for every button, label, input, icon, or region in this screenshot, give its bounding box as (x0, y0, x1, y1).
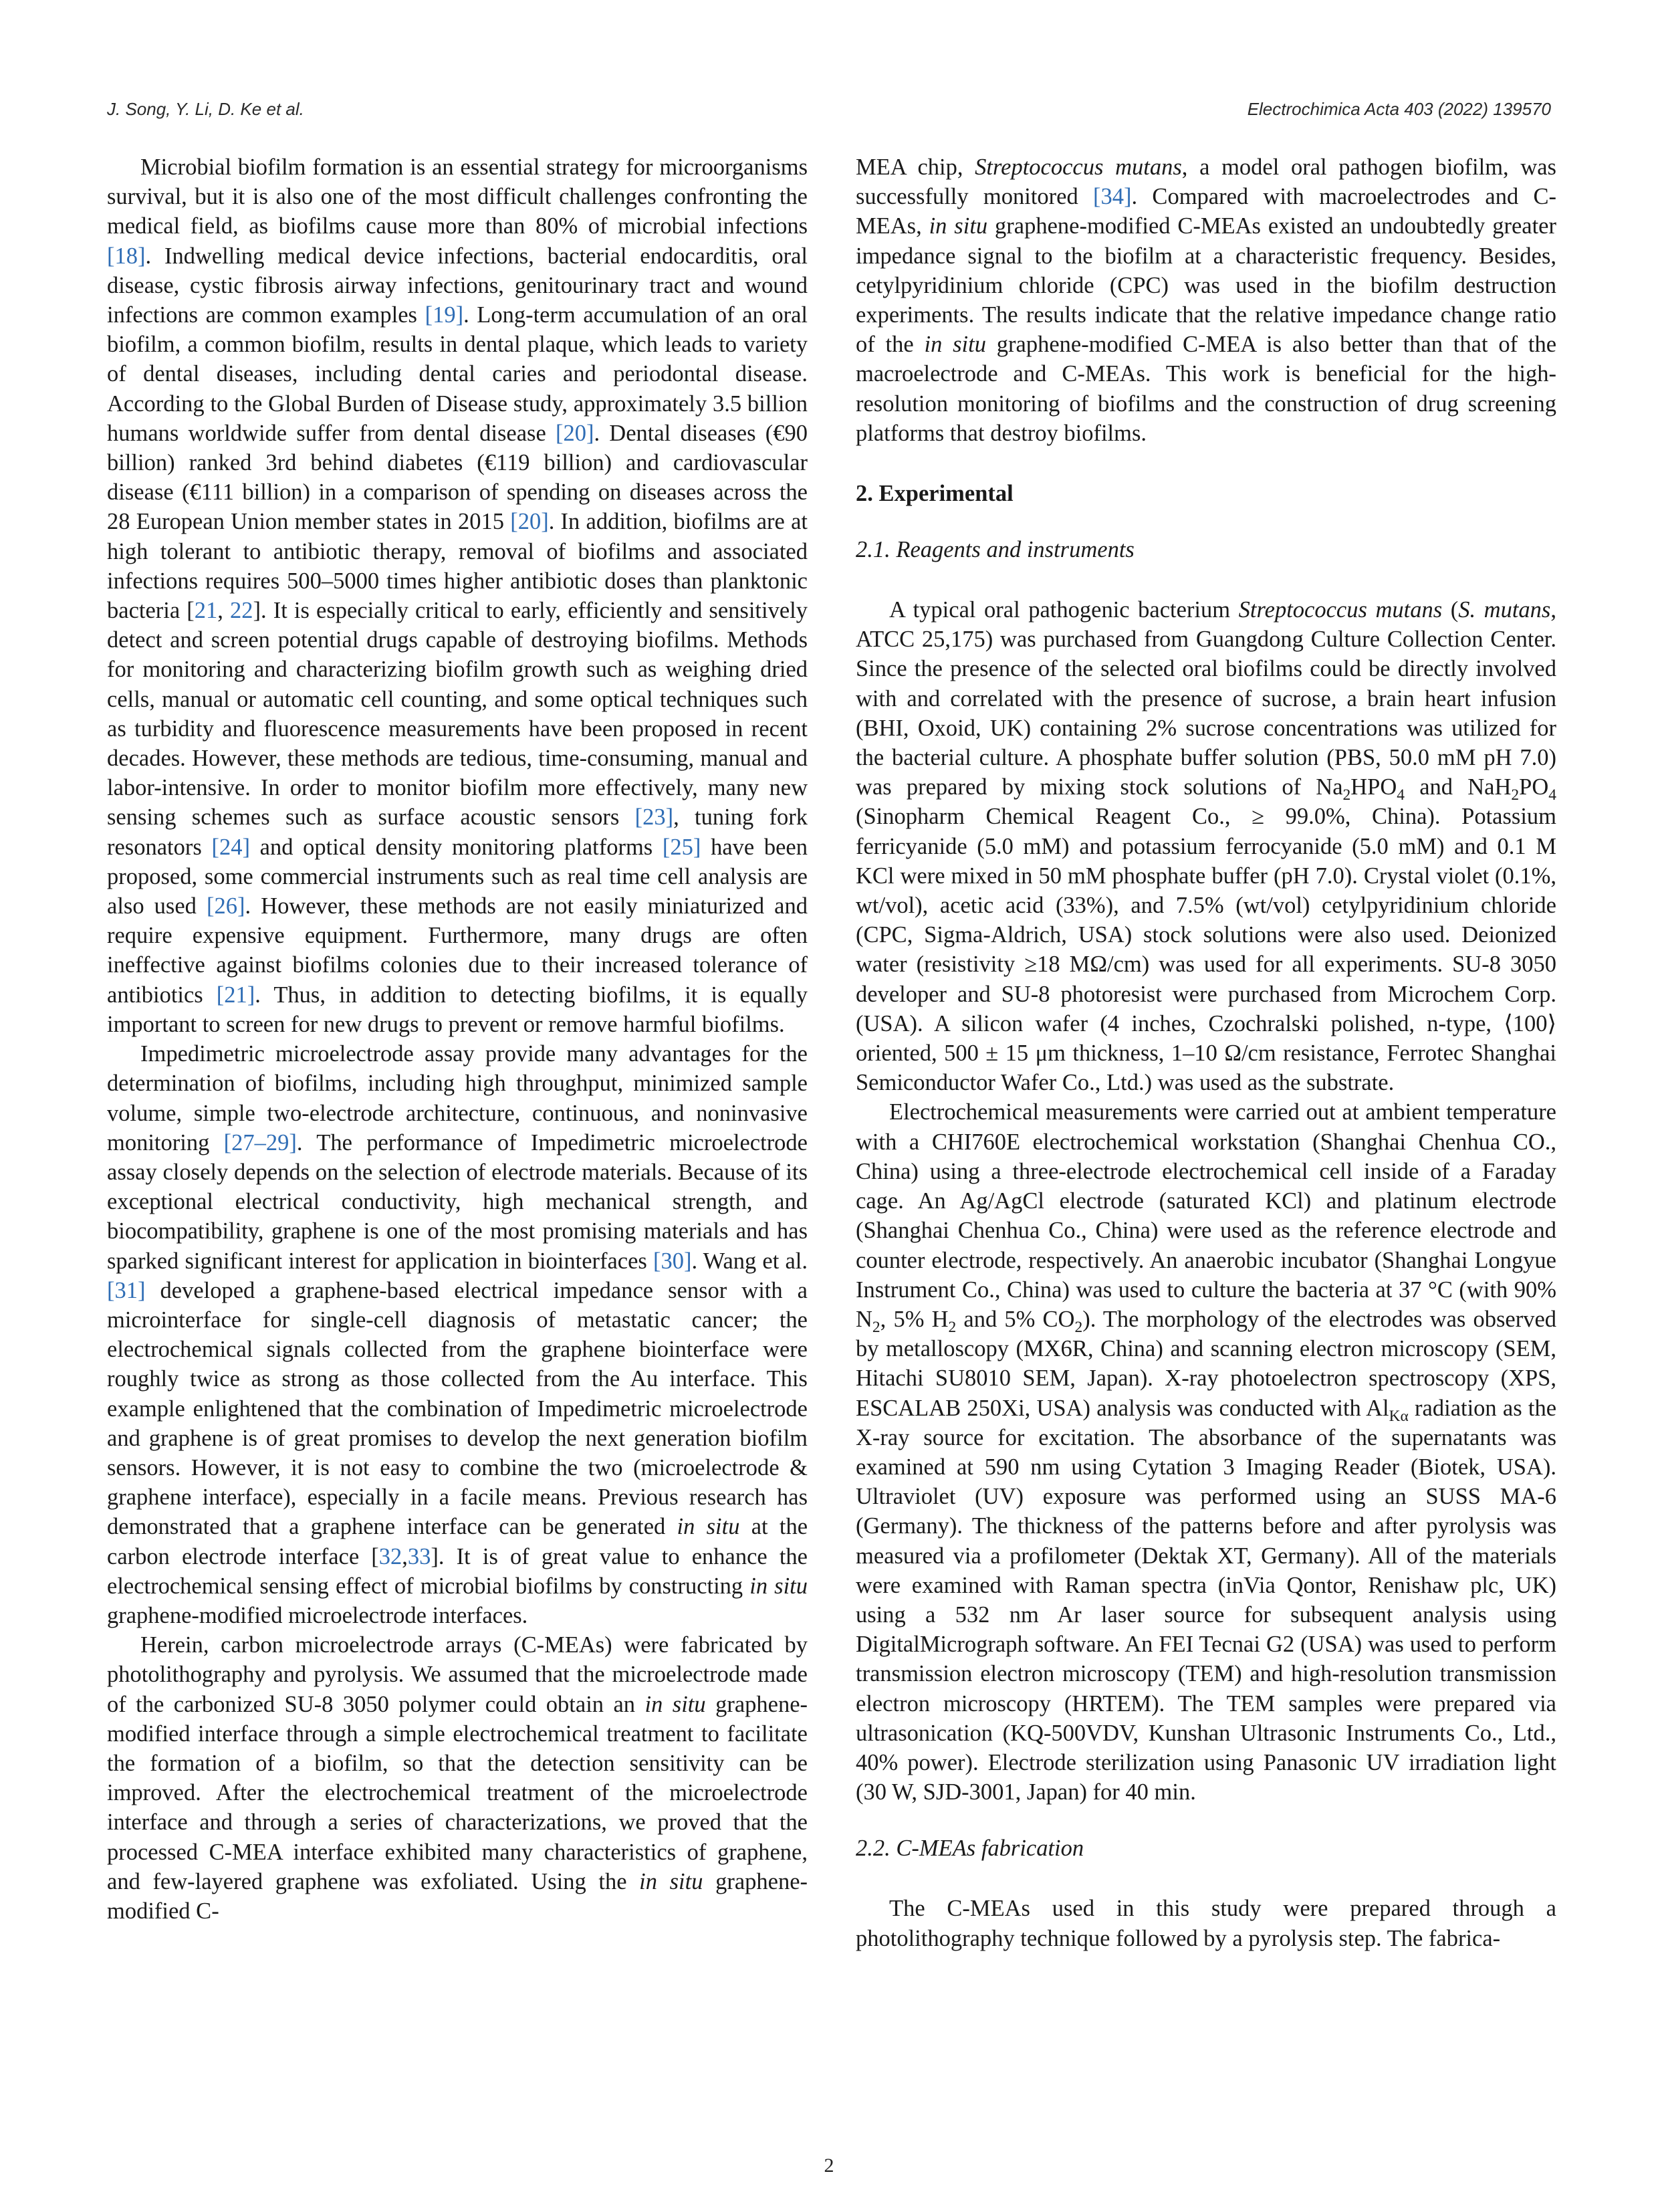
citation-link[interactable]: [20] (555, 420, 594, 446)
left-column (107, 152, 808, 1926)
citation-link[interactable]: 32 (378, 1543, 402, 1569)
citation-link[interactable]: 33 (407, 1543, 431, 1569)
paragraph-instruments: Electrochemical measurements were carried out at ambient temperature with a CHI760E electrochemical workstation (Shanghai Chenhua CO., China) using a three-electrode electrochemical cell inside of a Faraday cage. An Ag/AgCl electrode (saturated KCl) and platinum electrode (Shanghai Chenhua Co., China) were used as the reference electrode and counter electrode, respectively. An anaerobic incubator (Shanghai Longyue Instrument Co., China) was used to culture the bacteria at 37 °C (with 90% $N_2$, 5% $H_2$ and 5% $CO_2$). The morphology of the electrodes was observed by metalloscopy (MX6R, China) and scanning electron microscopy (SEM, Hitachi SU8010 SEM, Japan). X-ray photoelectron spectroscopy (XPS, ESCALAB 250Xi, USA) analysis was conducted with $Al_{K\alpha}$ radiation as the X-ray source for excitation. The absorbance of the supernatants was examined at 590 nm using Cytation 3 Imaging Reader (Biotek, USA). Ultraviolet (UV) exposure was performed using an SUSS MA-6 (Germany). The thickness of the patterns before and after pyrolysis was measured via a profilometer (Dektak XT, Germany). All of the materials were examined with Raman spectra (inVia Qontor, Renishaw plc, UK) using a 532 nm Ar laser source for subsequent analysis using DigitalMicrograph software. An FEI Tecnai G2 (USA) was used to perform transmission electron microscopy (TEM) and high-resolution transmission electron microscopy (HRTEM). The TEM samples were prepared via ultrasonication (KQ-500VDV, Kunshan Ultrasonic Instruments Co., Ltd., 40% power). Electrode sterilization using Panasonic UV irradiation light (30 W, SJD-3001, Japan) for 40 min. (856, 1099, 1557, 1805)
citation-link[interactable]: [27–29] (223, 1129, 297, 1155)
citation-link[interactable]: [20] (510, 509, 549, 535)
paragraph-herein: Herein, carbon microelectrode arrays (C-MEAs) were fabricated by photolithography and pyrolysis. We assumed that the microelectrode made of the carbonized SU-8 3050 polymer could obtain an in situ graphene-modified interface through a simple electrochemical treatment to facilitate the formation of a biofilm, so that the detection sensitivity can be improved. After the electrochemical treatment of the microelectrode interface and through a series of characterizations, we proved that the processed C-MEA interface exhibited many characteristics of graphene, and few-layered graphene was exfoliated. Using the in situ graphene-modified C- (107, 1632, 808, 1924)
paragraph-impedimetric-assay: Impedimetric microelectrode assay provide many advantages for the determination of biofilms, including high throughput, minimized sample volume, simple two-electrode architecture, continuous, and noninvasive monitoring [27–29]. The performance of Impedimetric microelectrode assay closely depends on the selection of electrode materials. Because of its exceptional electrical conductivity, high mechanical strength, and biocompatibility, graphene is one of the most promising materials and has sparked significant interest for application in biointerfaces [30]. Wang et al. [31] developed a graphene-based electrical impedance sensor with a microinterface for single-cell diagnosis of metastatic cancer; the electrochemical signals collected from the graphene biointerface were roughly twice as strong as those collected from the Au interface. This example enlightened that the combination of Impedimetric microelectrode and graphene is of great promises to develop the next generation biofilm sensors. However, it is not easy to combine the two (microelectrode & graphene interface), especially in a facile means. Previous research has demonstrated that a graphene interface can be generated in situ at the carbon electrode interface [32,33]. It is of great value to enhance the electrochemical sensing effect of microbial biofilms by constructing in situ graphene-modified microelectrode interfaces. (107, 1041, 808, 1628)
citation-link[interactable]: [21] (216, 982, 255, 1008)
paragraph-fabrication: The C-MEAs used in this study were prepared through a photolithography technique followed by a pyrolysis step. The fabrica- (856, 1896, 1556, 1951)
paragraph-reagents: A typical oral pathogenic bacterium Streptococcus mutans (S. mutans, ATCC 25,175) was purchased from Guangdong Culture Collection Center. Since the presence of the selected oral biofilms could be directly involved with and correlated with the presence of sucrose, a brain heart infusion (BHI, Oxoid, UK) containing 2% sucrose concentrations was utilized for the bacterial culture. A phosphate buffer solution (PBS, 50.0 mM pH 7.0) was prepared by mixing stock solutions of $Na_2HPO_4$ and $NaH_2PO_4$ (Sinopharm Chemical Reagent Co., ≥ 99.0%, China). Potassium ferricyanide (5.0 mM) and potassium ferrocyanide (5.0 mM) and 0.1 M KCl were mixed in 50 mM phosphate buffer (pH 7.0). Crystal violet (0.1%, wt/vol), acetic acid (33%), and 7.5% (wt/vol) cetylpyridinium chloride (CPC, Sigma-Aldrich, USA) stock solutions were also used. Deionized water (resistivity ≥18 MΩ/cm) was used for all experiments. SU-8 3050 developer and SU-8 photoresist were purchased from Microchem Corp. (USA). A silicon wafer (4 inches, Czochralski polished, n-type, ⟨100⟩ oriented, 500 ± 15 μm thickness, 1–10 Ω/cm resistance, Ferrotec Shanghai Semiconductor Wafer Co., Ltd.) was used as the substrate. (856, 597, 1556, 1096)
subsection-heading-reagents: 2.1. Reagents and instruments (856, 537, 1135, 563)
right-column (856, 152, 1556, 1953)
citation-link[interactable]: [34] (1093, 184, 1132, 210)
running-head-authors: J. Song, Y. Li, D. Ke et al. (107, 99, 304, 119)
citation-link[interactable]: [31] (107, 1277, 146, 1303)
citation-link[interactable]: 21 (194, 598, 218, 624)
section-heading-experimental: 2. Experimental (856, 481, 1014, 507)
citation-link[interactable]: [26] (206, 893, 245, 919)
page-number: 2 (824, 2154, 834, 2177)
citation-link[interactable]: [23] (634, 804, 674, 831)
citation-link[interactable]: [25] (662, 834, 701, 860)
citation-link[interactable]: [18] (107, 243, 146, 269)
running-head-journal: Electrochimica Acta 403 (2022) 139570 (1247, 99, 1551, 119)
citation-link[interactable]: [24] (211, 834, 250, 860)
citation-link[interactable]: 22 (230, 598, 253, 624)
paragraph-biofilm-intro: Microbial biofilm formation is an essential strategy for microorganisms survival, but it is also one of the most difficult challenges confronting the medical field, as biofilms cause more than 80% of microbial infections [18]. Indwelling medical device infections, bacterial endocarditis, oral disease, cystic fibrosis airway infections, genitourinary tract and wound infections are common examples [19]. Long-term accumulation of an oral biofilm, a common biofilm, results in dental plaque, which leads to variety of dental diseases, including dental caries and periodontal disease. According to the Global Burden of Disease study, approximately 3.5 billion humans worldwide suffer from dental disease [20]. Dental diseases (€90 billion) ranked 3rd behind diabetes (€119 billion) and cardiovascular disease (€111 billion) in a comparison of spending on diseases across the 28 European Union member states in 2015 [20]. In addition, biofilms are at high tolerant to antibiotic therapy, removal of biofilms and associated infections requires 500–5000 times higher antibiotic doses than planktonic bacteria [21, 22]. It is especially critical to early, efficiently and sensitively detect and screen potential drugs capable of destroying biofilms. Methods for monitoring and characterizing biofilm growth such as weighing dried cells, manual or automatic cell counting, and some optical techniques such as turbidity and fluorescence measurements have been proposed in recent decades. However, these methods are tedious, time-consuming, manual and labor-intensive. In order to monitor biofilm more effectively, many new sensing schemes such as surface acoustic sensors [23], tuning fork resonators [24] and optical density monitoring platforms [25] have been proposed, some commercial instruments such as real time cell analysis are also used [26]. However, these methods are not easily miniaturized and require expensive equipment. Furthermore, many drugs are often ineffective against biofilms colonies due to their increased tolerance of antibiotics [21]. Thus, in addition to detecting biofilms, it is equally important to screen for new drugs to prevent or remove harmful biofilms. (107, 154, 808, 1037)
subsection-heading-fabrication: 2.2. C-MEAs fabrication (856, 1836, 1084, 1862)
paragraph-continuation: MEA chip, Streptococcus mutans, a model oral pathogen biofilm, was successfully monitored [34]. Compared with macroelectrodes and C-MEAs, in situ graphene-modified C-MEAs existed an undoubtedly greater impedance signal to the biofilm at a characteristic frequency. Besides, cetylpyridinium chloride (CPC) was used in the biofilm destruction experiments. The results indicate that the relative impedance change ratio of the in situ graphene-modified C-MEA is also better than that of the macroelectrode and C-MEAs. This work is beneficial for the high-resolution monitoring of biofilms and the construction of drug screening platforms that destroy biofilms. (856, 154, 1557, 446)
citation-link[interactable]: [19] (425, 302, 464, 328)
citation-link[interactable]: [30] (653, 1248, 692, 1274)
